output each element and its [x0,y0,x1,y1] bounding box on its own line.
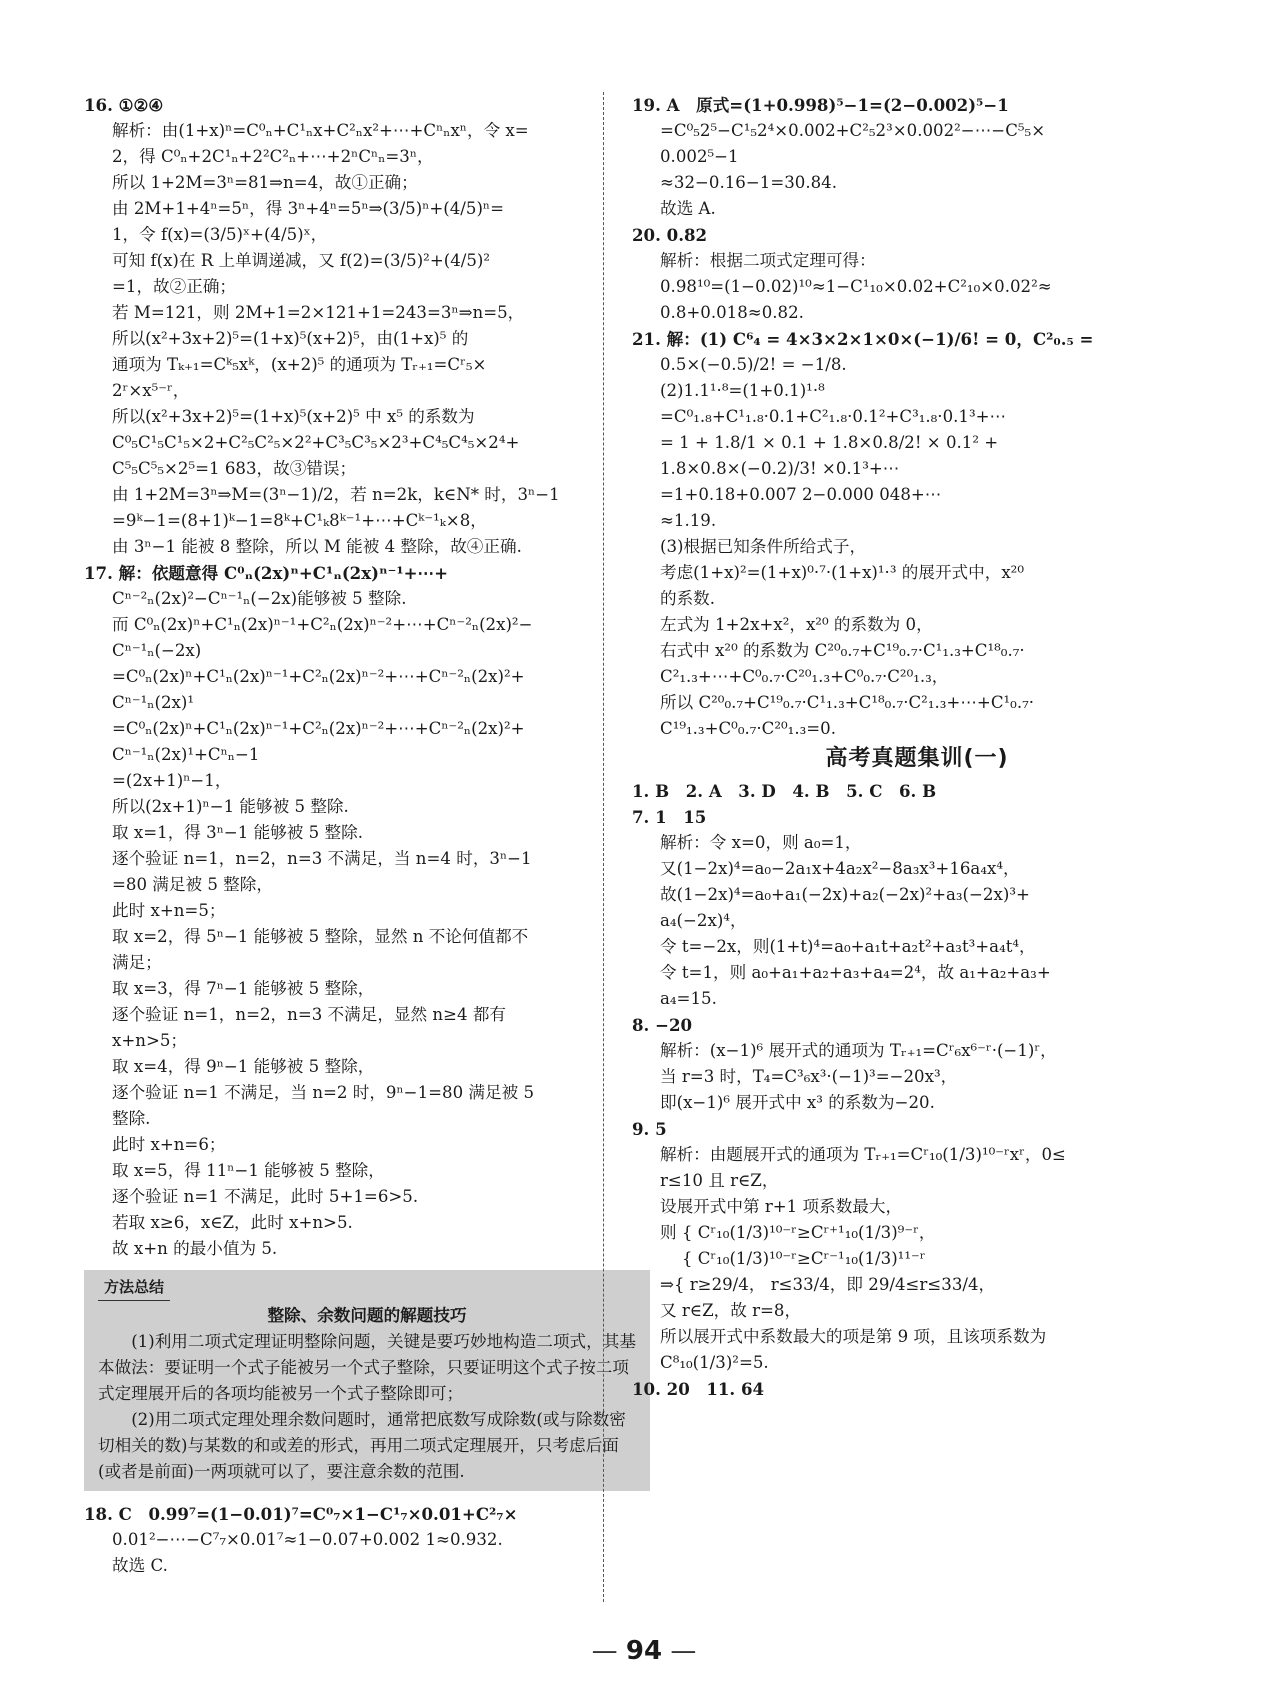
answer-text-line: a₄(−2x)⁴， [660,911,747,930]
answer-text-line: 0.5×(−0.5)/2! = −1/8. [660,355,847,374]
column-divider [603,92,604,1602]
answer-text-line: 故选 A. [660,199,716,218]
answer-text-line: 右式中 x²⁰ 的系数为 C²⁰₀.₇+C¹⁹₀.₇·C¹₁.₃+C¹⁸₀.₇· [660,641,1025,660]
answer-item-line: 19. A 原式=(1+0.998)⁵−1=(2−0.002)⁵−1 [632,95,1009,115]
answer-text-line: 可知 f(x)在 R 上单调递减，又 f(2)=(3/5)²+(4/5)² [112,251,491,270]
answer-text-line: ≈1.19. [660,511,717,530]
left-answers [84,92,654,1262]
answer-text-line: 逐个验证 n=1，n=2，n=3 不满足，当 n=4 时，3ⁿ−1 [112,849,532,868]
answer-text-line: C⁸₁₀(1/3)²=5. [660,1353,769,1372]
answer-item-line: 8. −20 [632,1015,693,1035]
answer-text-line: Cⁿ⁻¹ₙ(2x)¹ [112,693,194,712]
answer-text-line: 1，令 f(x)=(3/5)ˣ+(4/5)ˣ， [112,225,328,244]
right-column [632,92,1202,1402]
answer-text-line: 1.8×0.8×(−0.2)/3! ×0.1³+⋯ [660,459,900,478]
answer-text-line: 又 r∈Z，故 r=8， [660,1301,802,1320]
answer-text-line: 即(x−1)⁶ 展开式中 x³ 的系数为−20. [660,1093,935,1112]
answer-text-line: (2)1.1¹·⁸=(1+0.1)¹·⁸ [660,381,825,400]
answer-text-line: Cⁿ⁻¹ₙ(−2x) [112,641,202,660]
answer-text-line: 当 r=3 时，T₄=C³₆x³·(−1)³=−20x³， [660,1067,958,1086]
answer-text-line: 由 2M+1+4ⁿ=5ⁿ，得 3ⁿ+4ⁿ=5ⁿ⇒(3/5)ⁿ+(4/5)ⁿ= [112,199,505,218]
answer-text-line: =1，故②正确； [112,277,237,296]
answer-text-line: 此时 x+n=6； [112,1135,226,1154]
answer-text-line: 解析：由题展开式的通项为 Tᵣ₊₁=Cʳ₁₀(1/3)¹⁰⁻ʳxʳ，0≤ [660,1145,1066,1164]
answer-text-line: 2，得 C⁰ₙ+2C¹ₙ+2²C²ₙ+⋯+2ⁿCⁿₙ=3ⁿ， [112,147,434,166]
answer-item-line: 20. 0.82 [632,225,708,245]
answer-text-line: 解析：(x−1)⁶ 展开式的通项为 Tᵣ₊₁=Cʳ₆x⁶⁻ʳ·(−1)ʳ， [660,1041,1057,1060]
answer-text-line: 所以(x²+3x+2)⁵=(1+x)⁵(x+2)⁵ 中 x⁵ 的系数为 [112,407,475,426]
answer-text-line: 取 x=5，得 11ⁿ−1 能够被 5 整除， [112,1161,385,1180]
answer-item-line: 21. 解：(1) C⁶₄ = 4×3×2×1×0×(−1)/6! = 0，C²₀.₅ = [632,329,1094,349]
answer-text-line: ≈32−0.16−1=30.84. [660,173,838,192]
answer-text-line: C⁵₅C⁵₅×2⁵=1 683，故③错误； [112,459,357,478]
answer-item-line: 16. ①②④ [84,95,164,115]
answer-text-line: 由 1+2M=3ⁿ⇒M=(3ⁿ−1)/2，若 n=2k，k∈N* 时，3ⁿ−1 [112,485,560,504]
answer-text-line: 逐个验证 n=1 不满足，当 n=2 时，9ⁿ−1=80 满足被 5 [112,1083,535,1102]
answer-text-line: =1+0.18+0.007 2−0.000 048+⋯ [660,485,942,504]
answer-text-line: 解析：根据二项式定理可得： [660,251,876,270]
answer-text-line: 故(1−2x)⁴=a₀+a₁(−2x)+a₂(−2x)²+a₃(−2x)³+ [660,885,1030,904]
answer-text-line: 满足； [112,953,162,972]
page-number-value: 94 [625,1636,663,1666]
answer-text-line: 的系数. [660,589,716,608]
answer-text-line: 取 x=2，得 5ⁿ−1 能够被 5 整除，显然 n 不论何值都不 [112,927,529,946]
answer-text-line: 则 { Cʳ₁₀(1/3)¹⁰⁻ʳ≥Cʳ⁺¹₁₀(1/3)⁹⁻ʳ， [660,1223,936,1242]
answer-text-line: a₄=15. [660,989,717,1008]
answer-text-line: 所以 1+2M=3ⁿ=81⇒n=4，故①正确； [112,173,418,192]
answer-text-line: 又(1−2x)⁴=a₀−2a₁x+4a₂x²−8a₃x³+16a₄x⁴， [660,859,1020,878]
answer-item-line: 10. 20 11. 64 [632,1379,765,1399]
answer-item-line: 1. B 2. A 3. D 4. B 5. C 6. B [632,781,937,801]
answer-text-line: = 1 + 1.8/1 × 0.1 + 1.8×0.8/2! × 0.1² + [660,433,999,452]
answer-text-line: =C⁰₁.₈+C¹₁.₈·0.1+C²₁.₈·0.1²+C³₁.₈·0.1³+⋯ [660,407,1007,426]
section-title: 高考真题集训(一) [825,746,1009,771]
answer-text-line: 通项为 Tₖ₊₁=Cᵏ₅xᵏ，(x+2)⁵ 的通项为 Tᵣ₊₁=Cʳ₅× [112,355,487,374]
left-answers-tail [84,1501,654,1579]
answer-text-line: 取 x=1，得 3ⁿ−1 能够被 5 整除. [112,823,363,842]
answer-text-line: =(2x+1)ⁿ−1， [112,771,232,790]
answer-text-line: 取 x=3，得 7ⁿ−1 能够被 5 整除， [112,979,375,998]
answer-text-line: 0.01²−⋯−C⁷₇×0.01⁷≈1−0.07+0.002 1≈0.932. [112,1530,503,1549]
answer-text-line: 若取 x≥6，x∈Z，此时 x+n>5. [112,1213,353,1232]
method-summary-title: 整除、余数问题的解题技巧 [267,1306,467,1325]
answer-text-line: C²₁.₃+⋯+C⁰₀.₇·C²⁰₁.₃+C⁰₀.₇·C²⁰₁.₃， [660,667,949,686]
answer-text-line: (3)根据已知条件所给式子， [660,537,867,556]
answer-text-line: 解析：由(1+x)ⁿ=C⁰ₙ+C¹ₙx+C²ₙx²+⋯+Cⁿₙxⁿ，令 x= [112,121,529,140]
method-summary-tag: 方法总结 [98,1274,170,1301]
answer-text-line: 逐个验证 n=1，n=2，n=3 不满足，显然 n≥4 都有 [112,1005,507,1024]
answer-text-line: =C⁰ₙ(2x)ⁿ+C¹ₙ(2x)ⁿ⁻¹+C²ₙ(2x)ⁿ⁻²+⋯+Cⁿ⁻²ₙ(2x)²+ [112,667,525,686]
answer-text-line: 所以(x²+3x+2)⁵=(1+x)⁵(x+2)⁵，由(1+x)⁵ 的 [112,329,469,348]
answer-text-line: 逐个验证 n=1 不满足，此时 5+1=6>5. [112,1187,419,1206]
answer-item-line: 9. 5 [632,1119,667,1139]
answer-text-line: 整除. [112,1109,151,1128]
answer-text-line: 故选 C. [112,1556,168,1575]
answer-text-line: Cⁿ⁻¹ₙ(2x)¹+Cⁿₙ−1 [112,745,260,764]
answer-text-line: =80 满足被 5 整除， [112,875,273,894]
answer-text-line: 0.002⁵−1 [660,147,739,166]
answer-text-line: 而 C⁰ₙ(2x)ⁿ+C¹ₙ(2x)ⁿ⁻¹+C²ₙ(2x)ⁿ⁻²+⋯+Cⁿ⁻²ₙ(2x)²− [112,615,533,634]
answer-text-line: 设展开式中第 r+1 项系数最大， [660,1197,903,1216]
answer-text-line: 所以展开式中系数最大的项是第 9 项，且该项系数为 [660,1327,1047,1346]
answer-text-line: 所以(2x+1)ⁿ−1 能够被 5 整除. [112,797,349,816]
answer-text-line: 令 t=1，则 a₀+a₁+a₂+a₃+a₄=2⁴，故 a₁+a₂+a₃+ [660,963,1051,982]
answer-item-line: 7. 1 15 [632,807,707,827]
answer-text-line: 左式为 1+2x+x²，x²⁰ 的系数为 0， [660,615,933,634]
page-number: — 94 — [591,1636,697,1666]
answer-text-line: 0.8+0.018≈0.82. [660,303,804,322]
answer-text-line: 解析：令 x=0，则 a₀=1， [660,833,862,852]
answer-text-line: 故 x+n 的最小值为 5. [112,1239,278,1258]
answer-text-line: =9ᵏ−1=(8+1)ᵏ−1=8ᵏ+C¹ₖ8ᵏ⁻¹+⋯+Cᵏ⁻¹ₖ×8， [112,511,487,530]
method-summary-point-2: (2)用二项式定理处理余数问题时，通常把底数写成除数(或与除数密切相关的数)与某数的和或差的形式，再用二项式定理展开，只考虑后面(或者是前面)一两项就可以了，要注意余数的范围. [98,1410,626,1481]
method-summary-point-1: (1)利用二项式定理证明整除问题，关键是要巧妙地构造二项式，其基本做法：要证明一个式子能被另一个式子整除，只要证明这个式子按二项式定理展开后的各项均能被另一个式子整除即可； [98,1332,636,1403]
right-answers-tail [632,778,1202,1402]
answer-text-line: Cⁿ⁻²ₙ(2x)²−Cⁿ⁻¹ₙ(−2x)能够被 5 整除. [112,589,407,608]
answer-text-line: =C⁰ₙ(2x)ⁿ+C¹ₙ(2x)ⁿ⁻¹+C²ₙ(2x)ⁿ⁻²+⋯+Cⁿ⁻²ₙ(2x)²+ [112,719,525,738]
left-column [84,92,654,1579]
answer-text-line: =C⁰₅2⁵−C¹₅2⁴×0.002+C²₅2³×0.002²−⋯−C⁵₅× [660,121,1046,140]
answer-text-line: 2ʳ×x⁵⁻ʳ， [112,381,190,400]
answer-item-line: 18. C 0.99⁷=(1−0.01)⁷=C⁰₇×1−C¹₇×0.01+C²₇× [84,1504,518,1524]
answer-text-line: 0.98¹⁰=(1−0.02)¹⁰≈1−C¹₁₀×0.02+C²₁₀×0.02²≈ [660,277,1052,296]
answer-text-line: ⇒{ r≥29/4， r≤33/4，即 29/4≤r≤33/4， [660,1275,996,1294]
answer-text-line: { Cʳ₁₀(1/3)¹⁰⁻ʳ≥Cʳ⁻¹₁₀(1/3)¹¹⁻ʳ [660,1249,926,1268]
answer-text-line: x+n>5； [112,1031,188,1050]
answer-item-line: 17. 解：依题意得 C⁰ₙ(2x)ⁿ+C¹ₙ(2x)ⁿ⁻¹+⋯+ [84,563,449,583]
answer-text-line: 令 t=−2x，则(1+t)⁴=a₀+a₁t+a₂t²+a₃t³+a₄t⁴， [660,937,1036,956]
answer-text-line: 取 x=4，得 9ⁿ−1 能够被 5 整除， [112,1057,375,1076]
answer-text-line: 所以 C²⁰₀.₇+C¹⁹₀.₇·C¹₁.₃+C¹⁸₀.₇·C²₁.₃+⋯+C¹₀.₇· [660,693,1035,712]
answer-text-line: r≤10 且 r∈Z， [660,1171,779,1190]
answer-text-line: 此时 x+n=5； [112,901,226,920]
method-summary-box [84,1270,650,1491]
answer-text-line: C¹⁹₁.₃+C⁰₀.₇·C²⁰₁.₃=0. [660,719,837,738]
right-answers [632,92,1202,742]
answer-text-line: 若 M=121，则 2M+1=2×121+1=243=3ⁿ⇒n=5， [112,303,525,322]
answer-text-line: C⁰₅C¹₅C¹₅×2+C²₅C²₅×2²+C³₅C³₅×2³+C⁴₅C⁴₅×2⁴+ [112,433,520,452]
answer-text-line: 由 3ⁿ−1 能被 8 整除，所以 M 能被 4 整除，故④正确. [112,537,522,556]
answer-text-line: 考虑(1+x)²=(1+x)⁰·⁷·(1+x)¹·³ 的展开式中，x²⁰ [660,563,1024,582]
